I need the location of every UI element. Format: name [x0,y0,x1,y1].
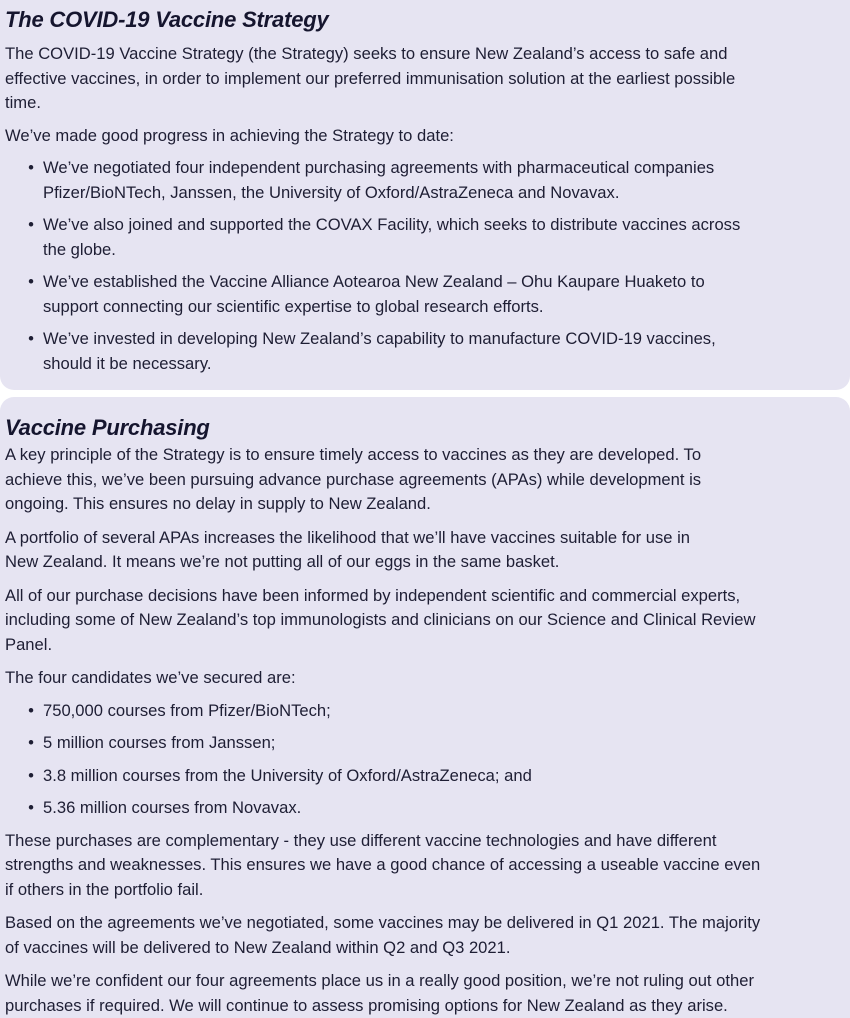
strategy-heading: The COVID-19 Vaccine Strategy [5,7,329,32]
purchasing-para-6: While we’re confident our four agreements place us in a really good position, we’re not ruling out other purchases if required. We will continue to assess promising options for New Zealand as they arise. [5,971,754,1015]
bullet-icon: • [28,765,34,785]
purchasing-heading: Vaccine Purchasing [5,415,210,440]
bullet-icon: • [28,272,34,291]
strategy-intro: The COVID-19 Vaccine Strategy (the Strategy) seeks to ensure New Zealand’s access to safe and effective vaccines, in order to implement our preferred immunisation solution at the earliest possible time. [5,44,736,112]
list-item: • We’ve invested in developing New Zealand’s capability to manufacture COVID-19 vaccines, should it be necessary. [5,327,842,376]
purchasing-para-1: A key principle of the Strategy is to ensure timely access to vaccines as they are developed. To achieve this, we’ve been pursuing advance purchase agreements (APAs) while development is ongoing. This ensures no delay in supply to New Zealand. [5,445,702,513]
strategy-section [0,0,850,390]
purchasing-para-4: These purchases are complementary - they use different vaccine technologies and have different strengths and weaknesses. This ensures we have a good chance of accessing a useable vaccine even if others in the portfolio fail. [5,830,761,899]
list-item: • We’ve established the Vaccine Alliance Aotearoa New Zealand – Ohu Kaupare Huaketo to support connecting our scientific expertise to global research efforts. [5,270,842,319]
candidates-list [5,699,842,821]
bullet-icon: • [28,215,34,234]
progress-list [5,156,842,376]
bullet-icon: • [28,700,34,720]
progress-line: We’ve made good progress in achieving the Strategy to date: [5,125,454,145]
bullet-icon: • [28,798,34,817]
list-item: • 3.8 million courses from the University of Oxford/AstraZeneca; and [5,764,842,789]
bullet-icon: • [28,733,34,752]
bullet-icon: • [28,329,34,348]
list-item: • 5.36 million courses from Novavax. [5,796,842,821]
list-item: • We’ve also joined and supported the COVAX Facility, which seeks to distribute vaccines across the globe. [5,213,842,262]
list-item: • We’ve negotiated four independent purchasing agreements with pharmaceutical companies Pfizer/BioNTech, Janssen, the University of Oxford/AstraZeneca and Novavax. [5,156,842,205]
purchasing-para-2: A portfolio of several APAs increases the likelihood that we’ll have vaccines suitable for use in New Zealand. It means we’re not putting all of our eggs in the same basket. [5,527,691,571]
purchasing-para-5: Based on the agreements we’ve negotiated, some vaccines may be delivered in Q1 2021. The majority of vaccines will be delivered to New Zealand within Q2 and Q3 2021. [5,913,761,957]
bullet-icon: • [28,158,34,177]
purchasing-section [0,397,850,1018]
purchasing-para-3: All of our purchase decisions have been informed by independent scientific and commercial experts, including some of New Zealand’s top immunologists and clinicians on our Science and Clinical Review Panel. [5,585,756,654]
list-item: • 5 million courses from Janssen; [5,731,842,756]
list-item: • 750,000 courses from Pfizer/BioNTech; [5,699,842,724]
candidates-intro: The four candidates we’ve secured are: [5,668,296,687]
